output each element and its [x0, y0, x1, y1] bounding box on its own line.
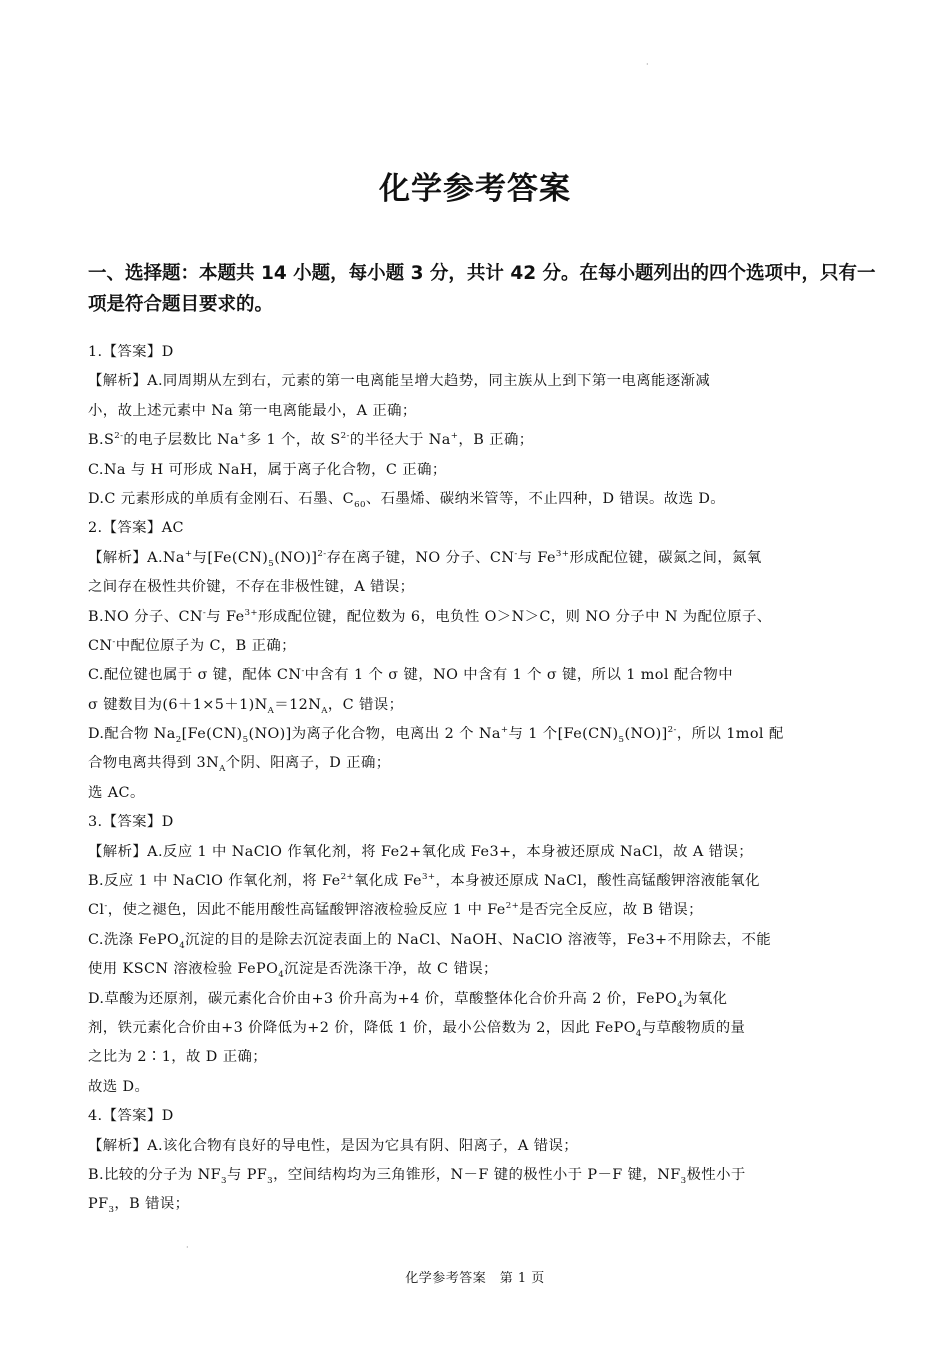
answer-line: σ 键数目为$(6+1\times 5+1)N_A=12N_A$，C 错误； [88, 696, 404, 716]
answer-line: $B.S^{2-}$的电子层数比 Na+多 1 个，故 $S^{2-}$的半径大于 Na+，B 正确； [88, 431, 534, 449]
answer-line: D.配合物 $Na_2[Fe(CN)_5(NO)]$为离子化合物，电离出 2 个 Na+与 1 个$[Fe(CN)_5(NO)]^{2-}$，所以 1mol 配 [88, 725, 784, 745]
answer-line: 【解析】A.反应 1 中 NaClO 作氧化剂，将 Fe2+氧化成 Fe3+，本身被还原成 NaCl，故 A 错误； [88, 843, 754, 860]
answer-line: B.反应 1 中 NaClO 作氧化剂，将 $Fe^{2+}$氧化成 $Fe^{3+}$，本身被还原成 NaCl，酸性高锰酸钾溶液能氧化 [88, 872, 760, 890]
page-footer: 化学参考答案 第 1 页 [405, 1271, 545, 1286]
answer-line: 小，故上述元素中 Na 第一电离能最小，A 正确； [88, 402, 417, 419]
answer-line: 1.【答案】D [88, 344, 174, 360]
answer-line: 3.【答案】D [88, 814, 174, 831]
page-title: 化学参考答案 [379, 171, 571, 207]
answer-line: 【解析】A.该化合物有良好的导电性，是因为它具有阴、阳离子，A 错误； [88, 1137, 579, 1154]
answer-line: 2.【答案】AC [88, 520, 184, 537]
answer-line: C.洗涤 FePO$_4$沉淀的目的是除去沉淀表面上的 NaCl、NaOH、NaClO 溶液等，Fe3+不用除去，不能 [88, 931, 772, 951]
answer-line: 【解析】A.同周期从左到右，元素的第一电离能呈增大趋势，同主族从上到下第一电离能逐渐减 [88, 373, 711, 390]
scan-dot: · [186, 1243, 189, 1252]
answer-line: 故选 D。 [88, 1078, 150, 1095]
answer-line: 剂，铁元素化合价由+3 价降低为+2 价，降低 1 价，最小公倍数为 2，因此 FePO$_4$与草酸物质的量 [88, 1019, 746, 1039]
answer-line: 合物电离共得到 $3N_A$个阴、阳离子，D 正确； [88, 755, 391, 775]
answer-line: D.C 元素形成的单质有金刚石、石墨、$C_{60}$、石墨烯、碳纳米管等，不止四种，D 错误。故选 D。 [88, 490, 726, 510]
answer-line: C.配位键也属于 σ 键，配体 CN-中含有 1 个 σ 键，NO 中含有 1 个 σ 键，所以 1 mol 配合物中 [88, 666, 733, 684]
answer-line: 选 AC。 [88, 784, 145, 801]
answer-line: 【解析】A.Na+与$[Fe(CN)_5(NO)]^{2-}$存在离子键，NO 分子、CN-与 $Fe^{3+}$形成配位键，碳氮之间，氮氧 [88, 548, 762, 569]
answer-line: $PF_3$，B 错误； [88, 1196, 190, 1216]
answer-body [88, 338, 878, 1220]
answer-line: CN-中配位原子为 C，B 正确； [88, 637, 296, 654]
answer-line: B.比较的分子为 $NF_3$与 $PF_3$，空间结构均为三角锥形，N－F 键的极性小于 P－F 键，$NF_3$极性小于 [88, 1166, 746, 1186]
section-heading: 一、选择题：本题共 14 小题，每小题 3 分，共计 42 分。在每小题列出的四个选项中，只有一项是符合题目要求的。 [88, 263, 876, 315]
answer-line: 之间存在极性共价键，不存在非极性键，A 错误； [88, 579, 415, 596]
answer-line: 使用 KSCN 溶液检验 FePO$_4$沉淀是否洗涤干净，故 C 错误； [88, 961, 498, 981]
answer-line: D.草酸为还原剂，碳元素化合价由+3 价升高为+4 价，草酸整体化合价升高 2 价，FePO$_4$为氧化 [88, 990, 728, 1010]
answer-line: 4.【答案】D [88, 1108, 174, 1125]
answer-line: C.Na 与 H 可形成 NaH，属于离子化合物，C 正确； [88, 461, 447, 478]
answer-line: Cl-，使之褪色，因此不能用酸性高锰酸钾溶液检验反应 1 中 $Fe^{2+}$是否完全反应，故 B 错误； [88, 901, 703, 919]
answer-line: B.NO 分子、CN-与 $Fe^{3+}$形成配位键，配位数为 6，电负性 O＞N＞C，则 NO 分子中 N 为配位原子、 [88, 607, 772, 625]
scan-dot: · [646, 60, 649, 69]
answer-line: 之比为 2∶1，故 D 正确； [88, 1049, 268, 1066]
